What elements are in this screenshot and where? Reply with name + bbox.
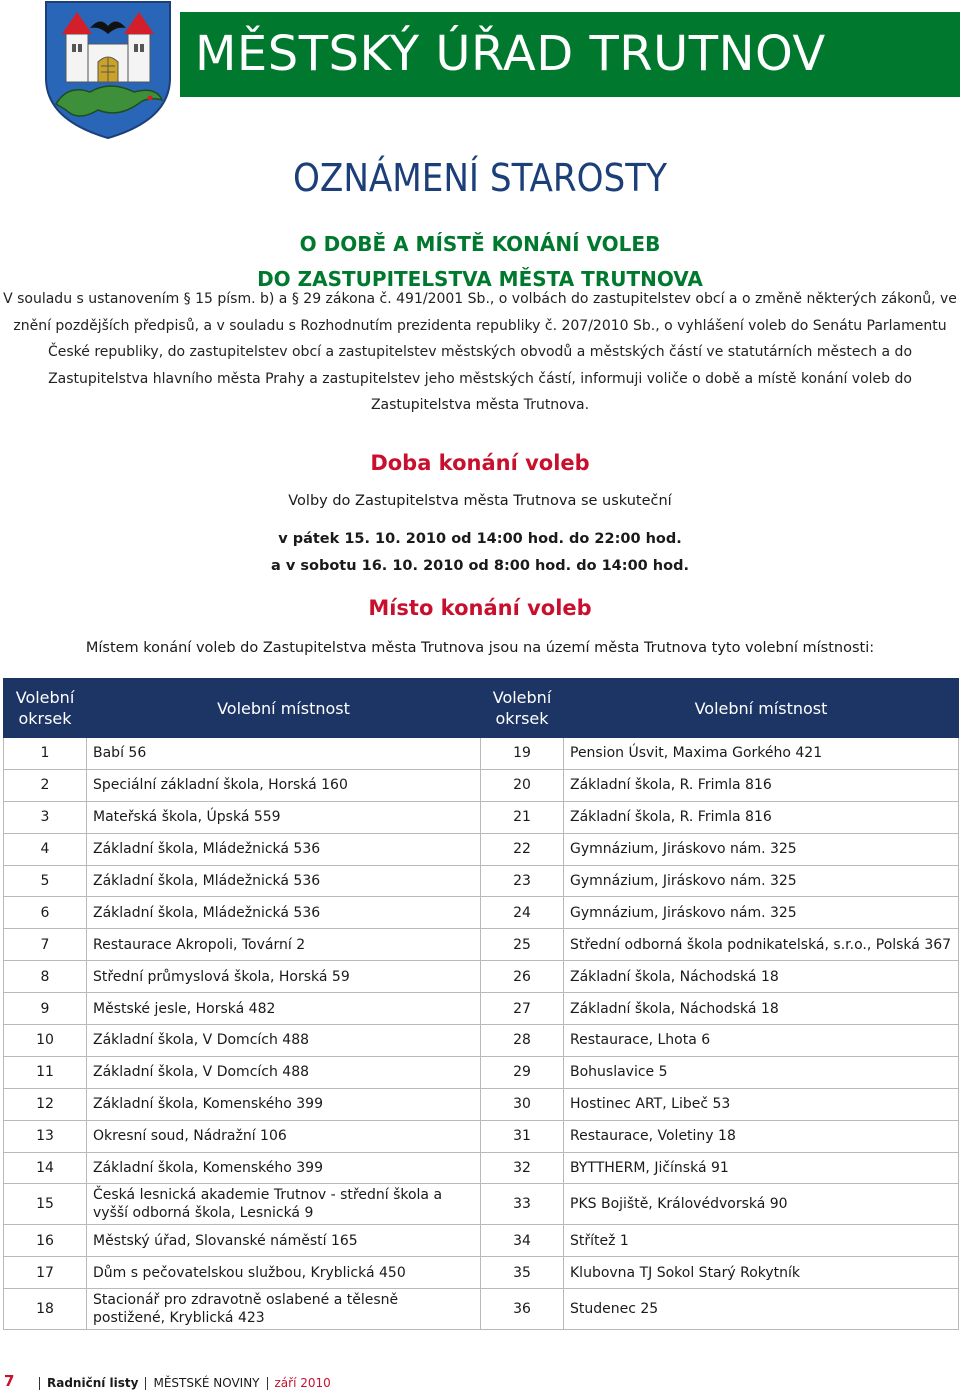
district-number-cell: 18 (4, 1289, 87, 1330)
table-row (4, 1120, 959, 1152)
polling-place-cell: Střední odborná škola podnikatelská, s.r.o., Polská 367 (564, 929, 959, 961)
district-number-cell: 5 (4, 865, 87, 897)
intro-paragraph: V souladu s ustanovením § 15 písm. b) a § 29 zákona č. 491/2001 Sb., o volbách do zastupitelstev obcí a o změně některých zákonů, ve znění pozdějších předpisů, a v souladu s Rozhodnutím prezidenta republiky č. 207/2010 Sb., o vyhlášení voleb do Senátu Parlamentu České republiky, do zastupitelstev obcí a zastupitelstev městských obvodů a městských částí ve statutárních městech a do Zastupitelstva hlavního města Prahy a zastupitelstev jeho městských částí, informuji voliče o době a místě konání voleb do Zastupitelstva města Trutnova. (3, 291, 957, 414)
district-number-cell: 10 (4, 1025, 87, 1057)
table-row (4, 1056, 959, 1088)
district-number-cell: 16 (4, 1225, 87, 1257)
table-row (4, 801, 959, 833)
district-number-cell: 28 (481, 1025, 564, 1057)
page-number: 7 (4, 1372, 15, 1390)
polling-place-cell: Speciální základní škola, Horská 160 (87, 769, 481, 801)
district-number-cell: 1 (4, 738, 87, 770)
polling-place-cell: Základní škola, Náchodská 18 (564, 993, 959, 1025)
polling-place-cell: Mateřská škola, Úpská 559 (87, 801, 481, 833)
polling-place-cell: Základní škola, V Domcích 488 (87, 1025, 481, 1057)
polling-place-cell: Gymnázium, Jiráskovo nám. 325 (564, 865, 959, 897)
table-row (4, 1225, 959, 1257)
district-number-cell: 33 (481, 1184, 564, 1225)
table-row (4, 833, 959, 865)
page-header (0, 0, 960, 140)
polling-place-cell: Městský úřad, Slovanské náměstí 165 (87, 1225, 481, 1257)
district-number-cell: 12 (4, 1088, 87, 1120)
place-line-1: Místem konání voleb do Zastupitelstva města Trutnova jsou na území města Trutnova tyto volební místnosti: (85, 640, 875, 656)
polling-place-cell: Hostinec ART, Libeč 53 (564, 1088, 959, 1120)
time-section-heading: Doba konání voleb (370, 451, 590, 475)
notice-title: OZNÁMENÍ STAROSTY (293, 156, 667, 200)
polling-place-cell: Dům s pečovatelskou službou, Kryblická 450 (87, 1257, 481, 1289)
district-number-cell: 22 (481, 833, 564, 865)
district-number-cell: 23 (481, 865, 564, 897)
place-section-heading: Místo konání voleb (368, 596, 592, 620)
table-row (4, 897, 959, 929)
polling-place-cell: Střední průmyslová škola, Horská 59 (87, 961, 481, 993)
district-number-cell: 2 (4, 769, 87, 801)
polling-place-cell: Střítež 1 (564, 1225, 959, 1257)
polling-place-cell: Česká lesnická akademie Trutnov - střední škola a vyšší odborná škola, Lesnická 9 (87, 1184, 481, 1225)
district-number-cell: 13 (4, 1120, 87, 1152)
district-number-cell: 26 (481, 961, 564, 993)
district-number-cell: 27 (481, 993, 564, 1025)
table-row (4, 769, 959, 801)
table-row (4, 961, 959, 993)
table-body (4, 738, 959, 1330)
polling-place-cell: Základní škola, Mládežnická 536 (87, 865, 481, 897)
district-number-cell: 17 (4, 1257, 87, 1289)
district-number-cell: 4 (4, 833, 87, 865)
polling-place-cell: Gymnázium, Jiráskovo nám. 325 (564, 833, 959, 865)
polling-place-cell: Gymnázium, Jiráskovo nám. 325 (564, 897, 959, 929)
table-header-row (4, 679, 959, 738)
polling-place-cell: Stacionář pro zdravotně oslabené a tělesně postižené, Kryblická 423 (87, 1289, 481, 1330)
district-number-cell: 14 (4, 1152, 87, 1184)
notice-subtitle-line2: DO ZASTUPITELSTVA MĚSTA TRUTNOVA (257, 267, 703, 291)
polling-place-cell: Restaurace, Voletiny 18 (564, 1120, 959, 1152)
polling-place-cell: Městské jesle, Horská 482 (87, 993, 481, 1025)
polling-place-cell: Základní škola, R. Frimla 816 (564, 769, 959, 801)
table-row (4, 865, 959, 897)
footer-month: září 2010 (274, 1376, 331, 1390)
district-number-cell: 15 (4, 1184, 87, 1225)
district-number-cell: 21 (481, 801, 564, 833)
district-number-cell: 30 (481, 1088, 564, 1120)
table-row (4, 929, 959, 961)
district-number-cell: 6 (4, 897, 87, 929)
polling-place-cell: Babí 56 (87, 738, 481, 770)
district-number-cell: 34 (481, 1225, 564, 1257)
district-number-cell: 20 (481, 769, 564, 801)
table-row (4, 1289, 959, 1330)
col-room-header: Volební místnost (564, 679, 959, 738)
district-number-cell: 29 (481, 1056, 564, 1088)
footer-publication: Radniční listy (47, 1376, 139, 1390)
polling-place-cell: Základní škola, V Domcích 488 (87, 1056, 481, 1088)
district-number-cell: 3 (4, 801, 87, 833)
polling-place-cell: Klubovna TJ Sokol Starý Rokytník (564, 1257, 959, 1289)
table-row (4, 993, 959, 1025)
polling-place-cell: Základní škola, Mládežnická 536 (87, 833, 481, 865)
notice-subtitle-line1: O DOBĚ A MÍSTĚ KONÁNÍ VOLEB (299, 232, 661, 256)
polling-place-cell: Okresní soud, Nádražní 106 (87, 1120, 481, 1152)
col-room-header: Volební místnost (87, 679, 481, 738)
district-number-cell: 7 (4, 929, 87, 961)
polling-stations-table (3, 678, 959, 1330)
district-number-cell: 11 (4, 1056, 87, 1088)
col-district-header: Volební okrsek (481, 679, 564, 738)
district-number-cell: 24 (481, 897, 564, 929)
table-row (4, 1152, 959, 1184)
polling-place-cell: Základní škola, Mládežnická 536 (87, 897, 481, 929)
polling-place-cell: PKS Bojiště, Královédvorská 90 (564, 1184, 959, 1225)
table-row (4, 1257, 959, 1289)
time-line-2: v pátek 15. 10. 2010 od 14:00 hod. do 22:00 hod. (278, 531, 682, 547)
district-number-cell: 19 (481, 738, 564, 770)
polling-place-cell: Studenec 25 (564, 1289, 959, 1330)
district-number-cell: 31 (481, 1120, 564, 1152)
table-row (4, 1184, 959, 1225)
office-title: MĚSTSKÝ ÚŘAD TRUTNOV (195, 26, 826, 82)
district-number-cell: 9 (4, 993, 87, 1025)
polling-place-cell: Pension Úsvit, Maxima Gorkého 421 (564, 738, 959, 770)
polling-place-cell: Základní škola, Komenského 399 (87, 1152, 481, 1184)
footer-publication-line (32, 1372, 331, 1394)
polling-place-cell: Základní škola, Komenského 399 (87, 1088, 481, 1120)
district-number-cell: 35 (481, 1257, 564, 1289)
polling-place-cell: BYTTHERM, Jičínská 91 (564, 1152, 959, 1184)
col-district-header: Volební okrsek (4, 679, 87, 738)
time-line-1: Volby do Zastupitelstva města Trutnova se uskuteční (288, 493, 672, 509)
district-number-cell: 32 (481, 1152, 564, 1184)
district-number-cell: 25 (481, 929, 564, 961)
footer-section: MĚSTSKÉ NOVINY (153, 1376, 260, 1390)
polling-place-cell: Bohuslavice 5 (564, 1056, 959, 1088)
table-row (4, 738, 959, 770)
district-number-cell: 36 (481, 1289, 564, 1330)
polling-place-cell: Základní škola, R. Frimla 816 (564, 801, 959, 833)
polling-place-cell: Základní škola, Náchodská 18 (564, 961, 959, 993)
time-line-3: a v sobotu 16. 10. 2010 od 8:00 hod. do 14:00 hod. (271, 558, 689, 574)
table-row (4, 1025, 959, 1057)
district-number-cell: 8 (4, 961, 87, 993)
trutnov-coat-of-arms-icon (38, 0, 178, 140)
page-footer (0, 1372, 960, 1394)
polling-place-cell: Restaurace Akropoli, Tovární 2 (87, 929, 481, 961)
table-row (4, 1088, 959, 1120)
polling-place-cell: Restaurace, Lhota 6 (564, 1025, 959, 1057)
